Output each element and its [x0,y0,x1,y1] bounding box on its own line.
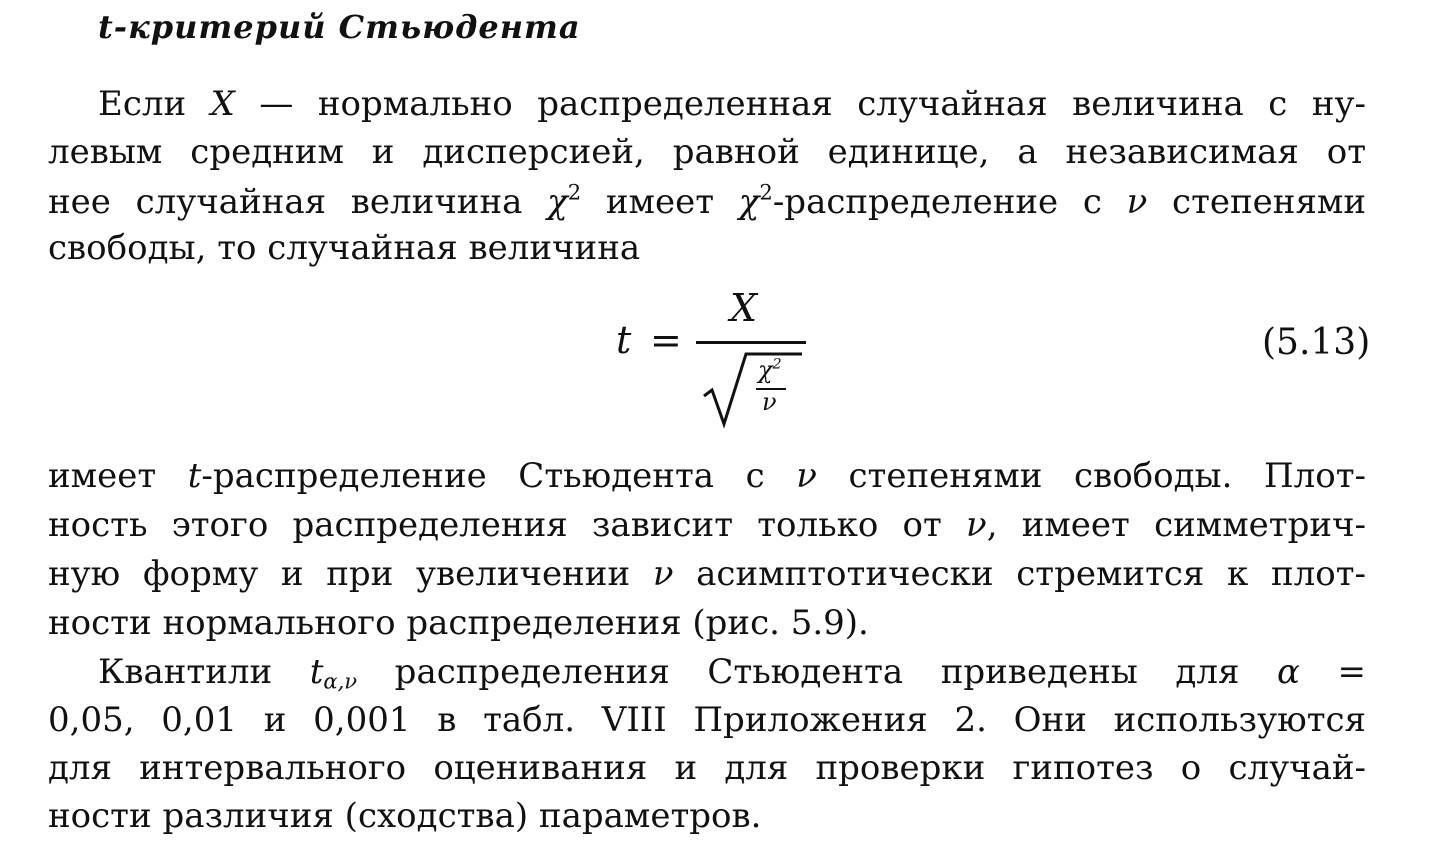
paragraph2-line3 [48,554,1366,594]
text-fragment: имеет [581,182,739,222]
math-power: 2 [759,179,773,205]
paragraph1-line2: левым средним и дисперсией, равной единице, а независимая от [48,132,1366,172]
equation-equals: = [650,318,682,362]
text-fragment: ность этого распределения зависит только от [48,505,967,545]
section-heading: t-критерий Стьюдента [98,8,581,46]
math-chi: χ [758,356,773,384]
math-nu: ν [796,456,817,496]
text-fragment: асимптотически стремится к плот- [673,554,1366,594]
equation-5-13 [616,288,806,438]
paragraph2-line1 [48,456,1366,496]
paragraph3-line1 [48,652,1366,692]
math-power: 2 [567,179,582,205]
math-t: t [187,456,202,496]
math-power: 2 [772,356,782,373]
text-fragment: распределения Стьюдента приведены для [357,652,1277,692]
text-fragment: , имеет симметрич- [986,505,1366,545]
text-fragment: степенями [1147,182,1367,222]
paragraph2-line4: ности нормального распределения (рис. 5.9). [48,603,869,643]
equation-numerator: X [730,286,758,330]
fraction-bar [696,341,806,344]
equation-nu: ν [762,388,777,416]
text-fragment: имеет [48,456,188,496]
equation-chi-squared [758,356,782,384]
paragraph1-line4: свободы, то случайная величина [48,228,641,268]
math-nu: ν [966,505,987,545]
paragraph2-line2 [48,505,1366,545]
text-fragment: ную форму и при увеличении [48,554,653,594]
math-t: t [309,652,324,692]
paragraph1-line3 [48,179,1367,222]
math-chi: χ [738,182,760,222]
equation-lhs: t [616,318,632,362]
text-fragment: нее случайная величина [48,182,548,222]
paragraph3-line4: ности различия (сходства) параметров. [48,796,762,836]
math-variable-x: X [210,84,235,124]
square-root-sign [702,350,802,430]
math-chi: χ [547,182,568,222]
paragraph1-line1 [48,84,1366,124]
equation-label: (5.13) [1262,322,1371,363]
paragraph3-line3: для интервального оценивания и для проверки гипотез о случай- [48,748,1366,788]
text-fragment: -распределение с [772,182,1127,222]
paragraph3-line2: 0,05, 0,01 и 0,001 в табл. VIII Приложения 2. Они используются [48,700,1366,740]
text-fragment: Квантили [98,652,310,692]
text-fragment: — нормально распределенная случайная величина с ну- [234,84,1366,124]
math-nu: ν [1126,182,1148,222]
math-nu: ν [652,554,674,594]
math-alpha: α [1276,652,1300,692]
text-fragment: = [1299,652,1366,692]
text-fragment: степенями свободы. Плот- [816,456,1367,496]
text-fragment: -распределение Стьюдента с [201,456,797,496]
text-fragment: Если [98,84,211,124]
math-subscript: α,ν [323,668,358,694]
